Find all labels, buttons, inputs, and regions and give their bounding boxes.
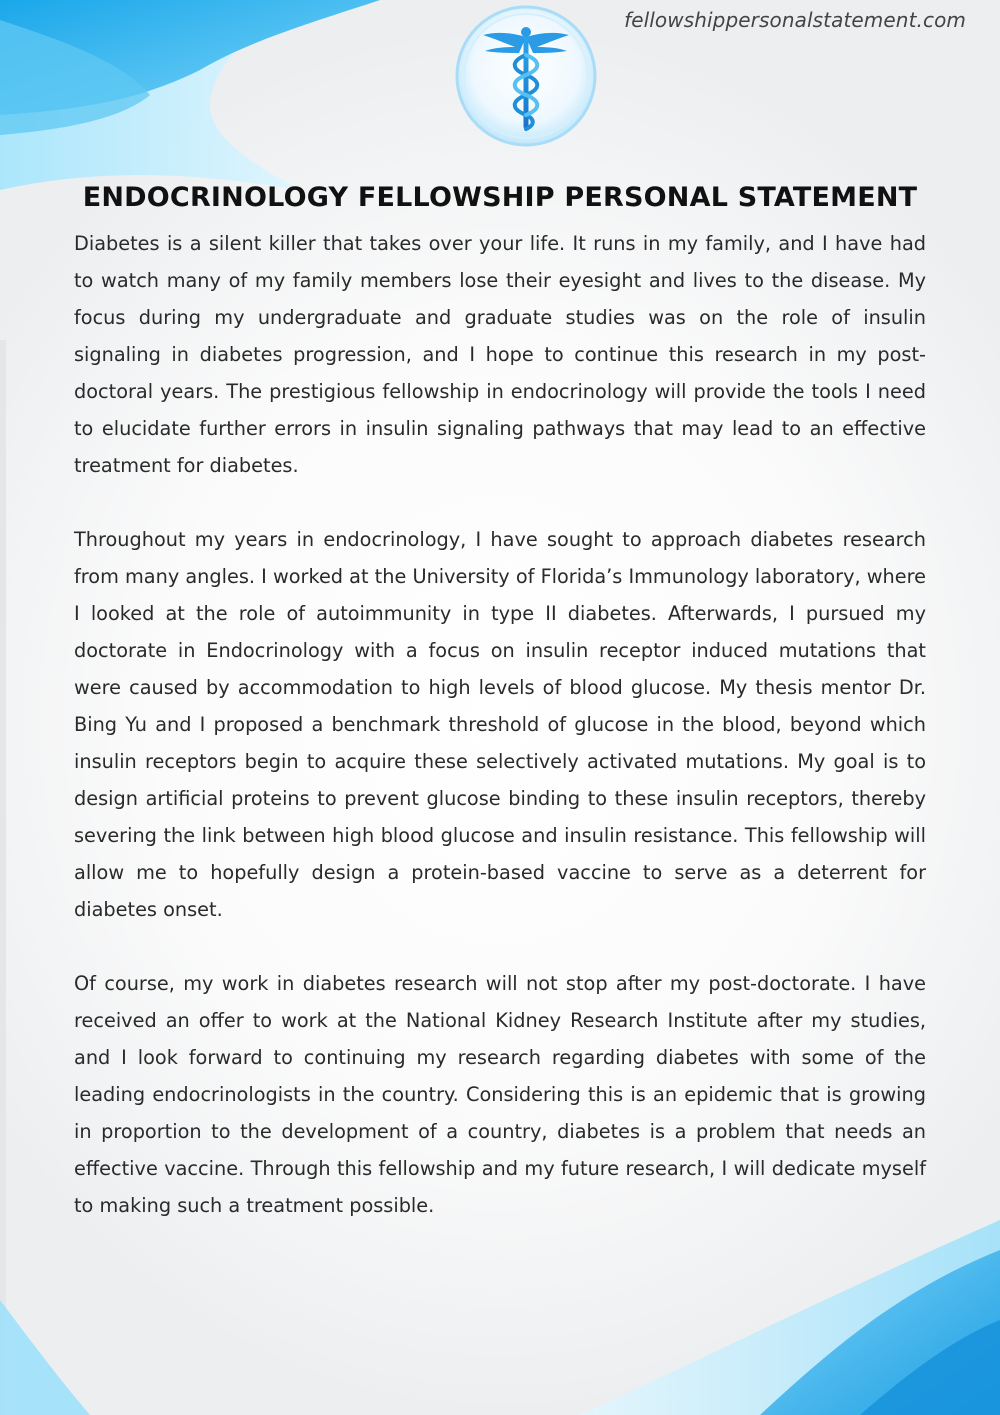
caduceus-icon	[453, 3, 599, 149]
paragraph-1: Diabetes is a silent killer that takes over your life. It runs in my family, and I have had to watch many of my family members lose their eyesight and lives to the disease. My focus during my undergraduate and graduate studies was on the role of insulin signaling in diabetes progression, and I hope to continue this research in my post-doctoral years. The prestigious fellowship in endocrinology will provide the tools I need to elucidate further errors in insulin signaling pathways that may lead to an effective treatment for diabetes.	[74, 232, 926, 477]
paragraph-3: Of course, my work in diabetes research will not stop after my post-doctorate. I have received an offer to work at the National Kidney Research Institute after my studies, and I look forward to continuing my research regarding diabetes with some of the leading endocrinologists in the country. Considering this is an epidemic that is growing in proportion to the development of a country, diabetes is a problem that needs an effective vaccine. Through this fellowship and my future research, I will dedicate myself to making such a treatment possible.	[74, 972, 926, 1217]
document-body	[74, 225, 926, 1261]
site-url: fellowshippersonalstatement.com	[624, 8, 966, 32]
bottom-left-wave	[0, 1300, 90, 1415]
document-title: ENDOCRINOLOGY FELLOWSHIP PERSONAL STATEMENT	[82, 182, 918, 213]
paragraph-2: Throughout my years in endocrinology, I have sought to approach diabetes research from many angles. I worked at the University of Florida’s Immunology laboratory, where I looked at the role of autoimmunity in type II diabetes. Afterwards, I pursued my doctorate in Endocrinology with a focus on insulin receptor induced mutations that were caused by accommodation to high levels of blood glucose. My thesis mentor Dr. Bing Yu and I proposed a benchmark threshold of glucose in the blood, beyond which insulin receptors begin to acquire these selectively activated mutations. My goal is to design artificial proteins to prevent glucose binding to these insulin receptors, thereby severing the link between high blood glucose and insulin resistance. This fellowship will allow me to hopefully design a protein-based vaccine to serve as a deterrent for diabetes onset.	[74, 528, 926, 921]
left-edge-strip	[0, 340, 6, 1415]
